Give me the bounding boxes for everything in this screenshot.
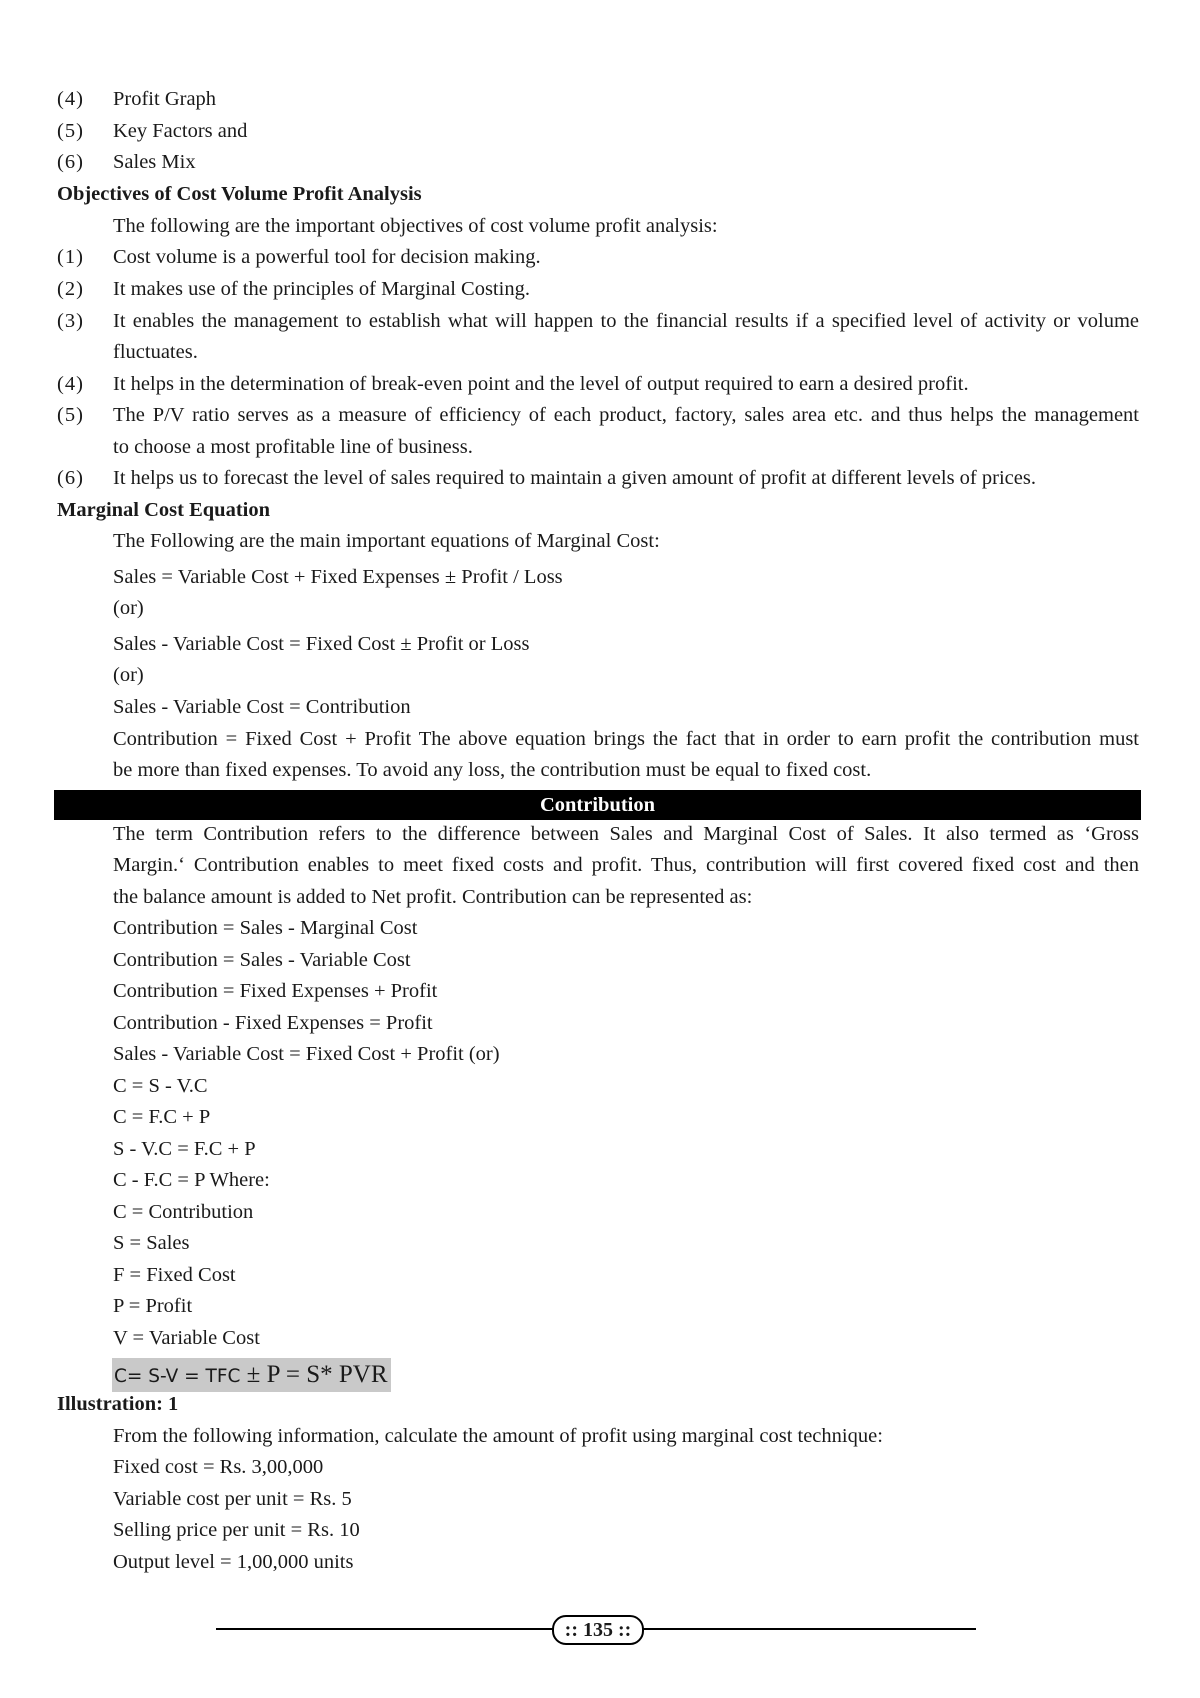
- paragraph-line: Contribution = Fixed Cost + Profit The above equation brings the fact that in order to earn profit the contribution must: [113, 728, 1139, 750]
- given-data-line: Fixed cost = Rs. 3,00,000: [113, 1456, 324, 1478]
- list-item: Cost volume is a powerful tool for decision making.: [113, 246, 541, 268]
- definition-line: V = Variable Cost: [113, 1327, 260, 1349]
- list-number: (4): [57, 88, 84, 110]
- section-banner: [54, 790, 1141, 820]
- formula-line: C = F.C + P: [113, 1106, 211, 1128]
- list-item-continuation: fluctuates.: [113, 341, 198, 363]
- list-number: (5): [57, 120, 84, 142]
- list-number: (4): [57, 373, 84, 395]
- list-item: It helps in the determination of break-even point and the level of output required to earn a desired profit.: [113, 373, 969, 395]
- section-heading-marginal-cost: Marginal Cost Equation: [57, 499, 270, 521]
- paragraph-line: Margin.‘ Contribution enables to meet fixed costs and profit. Thus, contribution will first covered fixed cost and then: [113, 854, 1139, 876]
- list-number: (5): [57, 404, 84, 426]
- list-item: Key Factors and: [113, 120, 248, 142]
- formula-line: Contribution = Sales - Marginal Cost: [113, 917, 418, 939]
- formula-line: S - V.C = F.C + P: [113, 1138, 256, 1160]
- list-number: (2): [57, 278, 84, 300]
- footer-rule-right: [640, 1628, 976, 1630]
- or-label: (or): [113, 664, 144, 686]
- formula-line: Contribution = Sales - Variable Cost: [113, 949, 411, 971]
- section-heading-objectives: Objectives of Cost Volume Profit Analysis: [57, 183, 422, 205]
- definition-line: F = Fixed Cost: [113, 1264, 236, 1286]
- footer-rule-left: [216, 1628, 554, 1630]
- or-label: (or): [113, 597, 144, 619]
- given-data-line: Selling price per unit = Rs. 10: [113, 1519, 360, 1541]
- list-item-continuation: to choose a most profitable line of business.: [113, 436, 473, 458]
- formula-line: Sales - Variable Cost = Fixed Cost + Profit (or): [113, 1043, 500, 1065]
- list-number: (3): [57, 310, 84, 332]
- list-item: It makes use of the principles of Marginal Costing.: [113, 278, 530, 300]
- given-data-line: Variable cost per unit = Rs. 5: [113, 1488, 352, 1510]
- formula-line: C = S - V.C: [113, 1075, 208, 1097]
- paragraph: From the following information, calculate the amount of profit using marginal cost technique:: [113, 1425, 883, 1447]
- highlighted-formula-right: ± P = S* PVR: [240, 1361, 388, 1388]
- list-item: It enables the management to establish what will happen to the financial results if a specified level of activity or volume: [113, 310, 1139, 332]
- banner-title: Contribution: [539, 794, 656, 816]
- highlighted-formula: [112, 1358, 391, 1392]
- formula-line: Contribution - Fixed Expenses = Profit: [113, 1012, 433, 1034]
- list-number: (6): [57, 467, 84, 489]
- list-item: Sales Mix: [113, 151, 196, 173]
- equation: Sales - Variable Cost = Contribution: [113, 696, 411, 718]
- highlighted-formula-left: C= S-V = TFC: [114, 1366, 241, 1387]
- list-item: It helps us to forecast the level of sales required to maintain a given amount of profit at different levels of prices.: [113, 467, 1036, 489]
- definition-line: S = Sales: [113, 1232, 190, 1254]
- paragraph: The Following are the main important equations of Marginal Cost:: [113, 530, 660, 552]
- page-number: :: 135 ::: [552, 1615, 644, 1645]
- list-number: (1): [57, 246, 84, 268]
- definition-line: P = Profit: [113, 1295, 193, 1317]
- definition-line: C = Contribution: [113, 1201, 254, 1223]
- paragraph-line: be more than fixed expenses. To avoid any loss, the contribution must be equal to fixed cost.: [113, 759, 872, 781]
- paragraph-line: The term Contribution refers to the difference between Sales and Marginal Cost of Sales. It also termed as ‘Gross: [113, 823, 1139, 845]
- paragraph-line: the balance amount is added to Net profit. Contribution can be represented as:: [113, 886, 753, 908]
- paragraph: The following are the important objectives of cost volume profit analysis:: [113, 215, 718, 237]
- formula-line: C - F.C = P Where:: [113, 1169, 270, 1191]
- list-item: Profit Graph: [113, 88, 217, 110]
- equation: Sales - Variable Cost = Fixed Cost ± Profit or Loss: [113, 633, 530, 655]
- given-data-line: Output level = 1,00,000 units: [113, 1551, 354, 1573]
- equation: Sales = Variable Cost + Fixed Expenses ± Profit / Loss: [113, 566, 563, 588]
- list-number: (6): [57, 151, 84, 173]
- formula-line: Contribution = Fixed Expenses + Profit: [113, 980, 438, 1002]
- section-heading-illustration: Illustration: 1: [57, 1393, 179, 1415]
- list-item: The P/V ratio serves as a measure of efficiency of each product, factory, sales area etc. and thus helps the management: [113, 404, 1139, 426]
